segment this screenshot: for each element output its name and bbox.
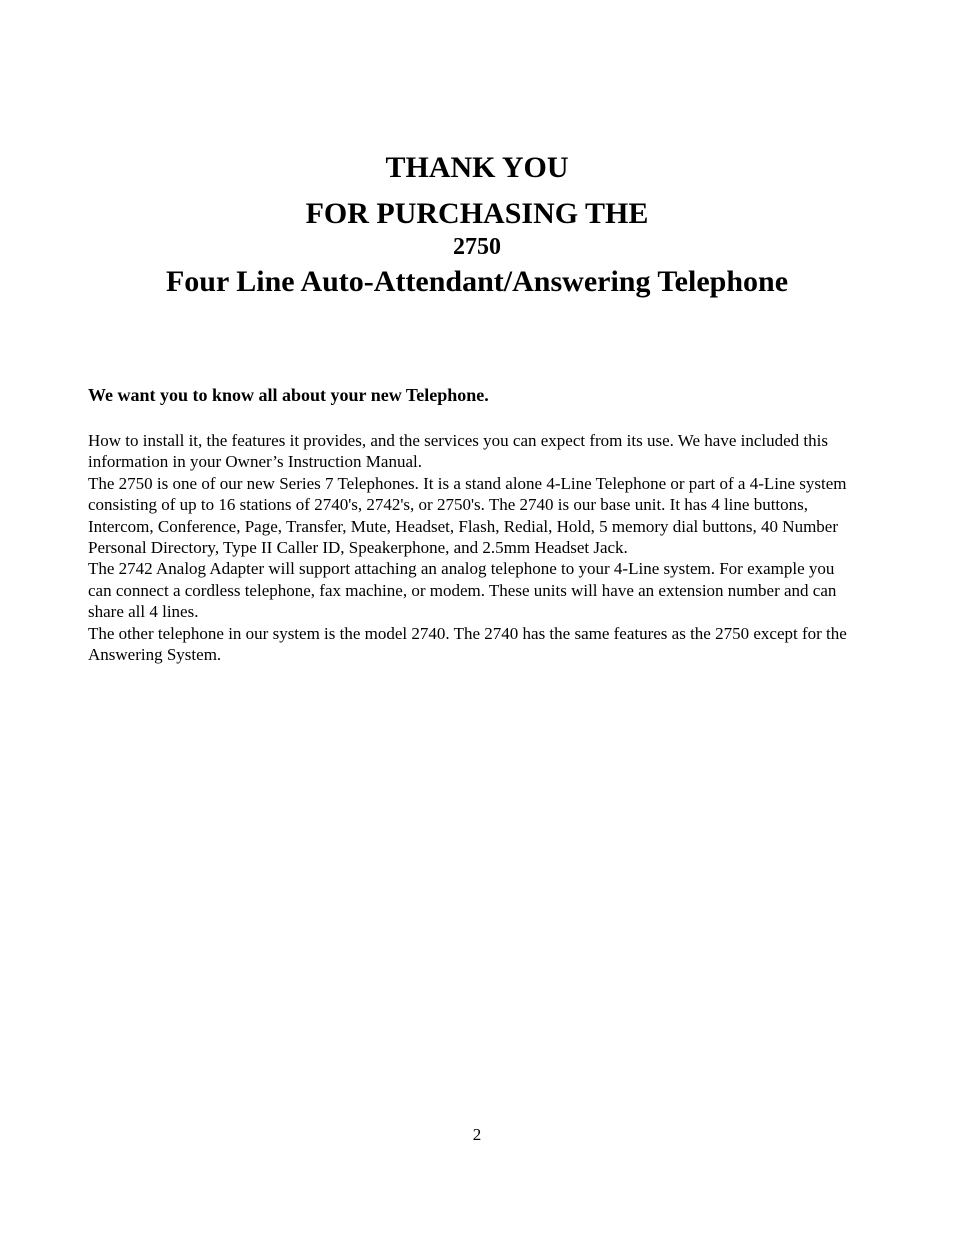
paragraph-2750-description: The 2750 is one of our new Series 7 Telephones. It is a stand alone 4-Line Telephone or part of a 4-Line system consisting of up to 16 stations of 2740's, 2742's, or 2750's. The 2740 is our base unit. It has 4 line buttons, Intercom, Conference, Page, Transfer, Mute, Headset, Flash, Redial, Hold, 5 memory dial buttons, 40 Number Personal Directory, Type II Caller ID, Speakerphone, and 2.5mm Headset Jack.: [88, 473, 847, 558]
title-model-number: 2750: [453, 234, 501, 260]
paragraph-install-info: How to install it, the features it provides, and the services you can expect from its use. We have included this information in your Owner’s Instruction Manual.: [88, 431, 828, 472]
paragraph-2742-adapter: The 2742 Analog Adapter will support attaching an analog telephone to your 4-Line system. For example you can connect a cordless telephone, fax machine, or modem. These units will have an extension number and can share all 4 lines.: [88, 559, 837, 622]
title-product-name: Four Line Auto-Attendant/Answering Telephone: [165, 265, 789, 298]
intro-body: [88, 430, 858, 665]
paragraph-2740-model: The other telephone in our system is the model 2740. The 2740 has the same features as the 2750 except for the Answering System.: [88, 623, 847, 665]
title-line-thank-you: THANK YOU: [385, 151, 569, 184]
title-line-for-purchasing: FOR PURCHASING THE: [305, 197, 649, 230]
page-number: 2: [472, 1125, 482, 1144]
intro-subheading: We want you to know all about your new Telephone.: [88, 385, 489, 405]
